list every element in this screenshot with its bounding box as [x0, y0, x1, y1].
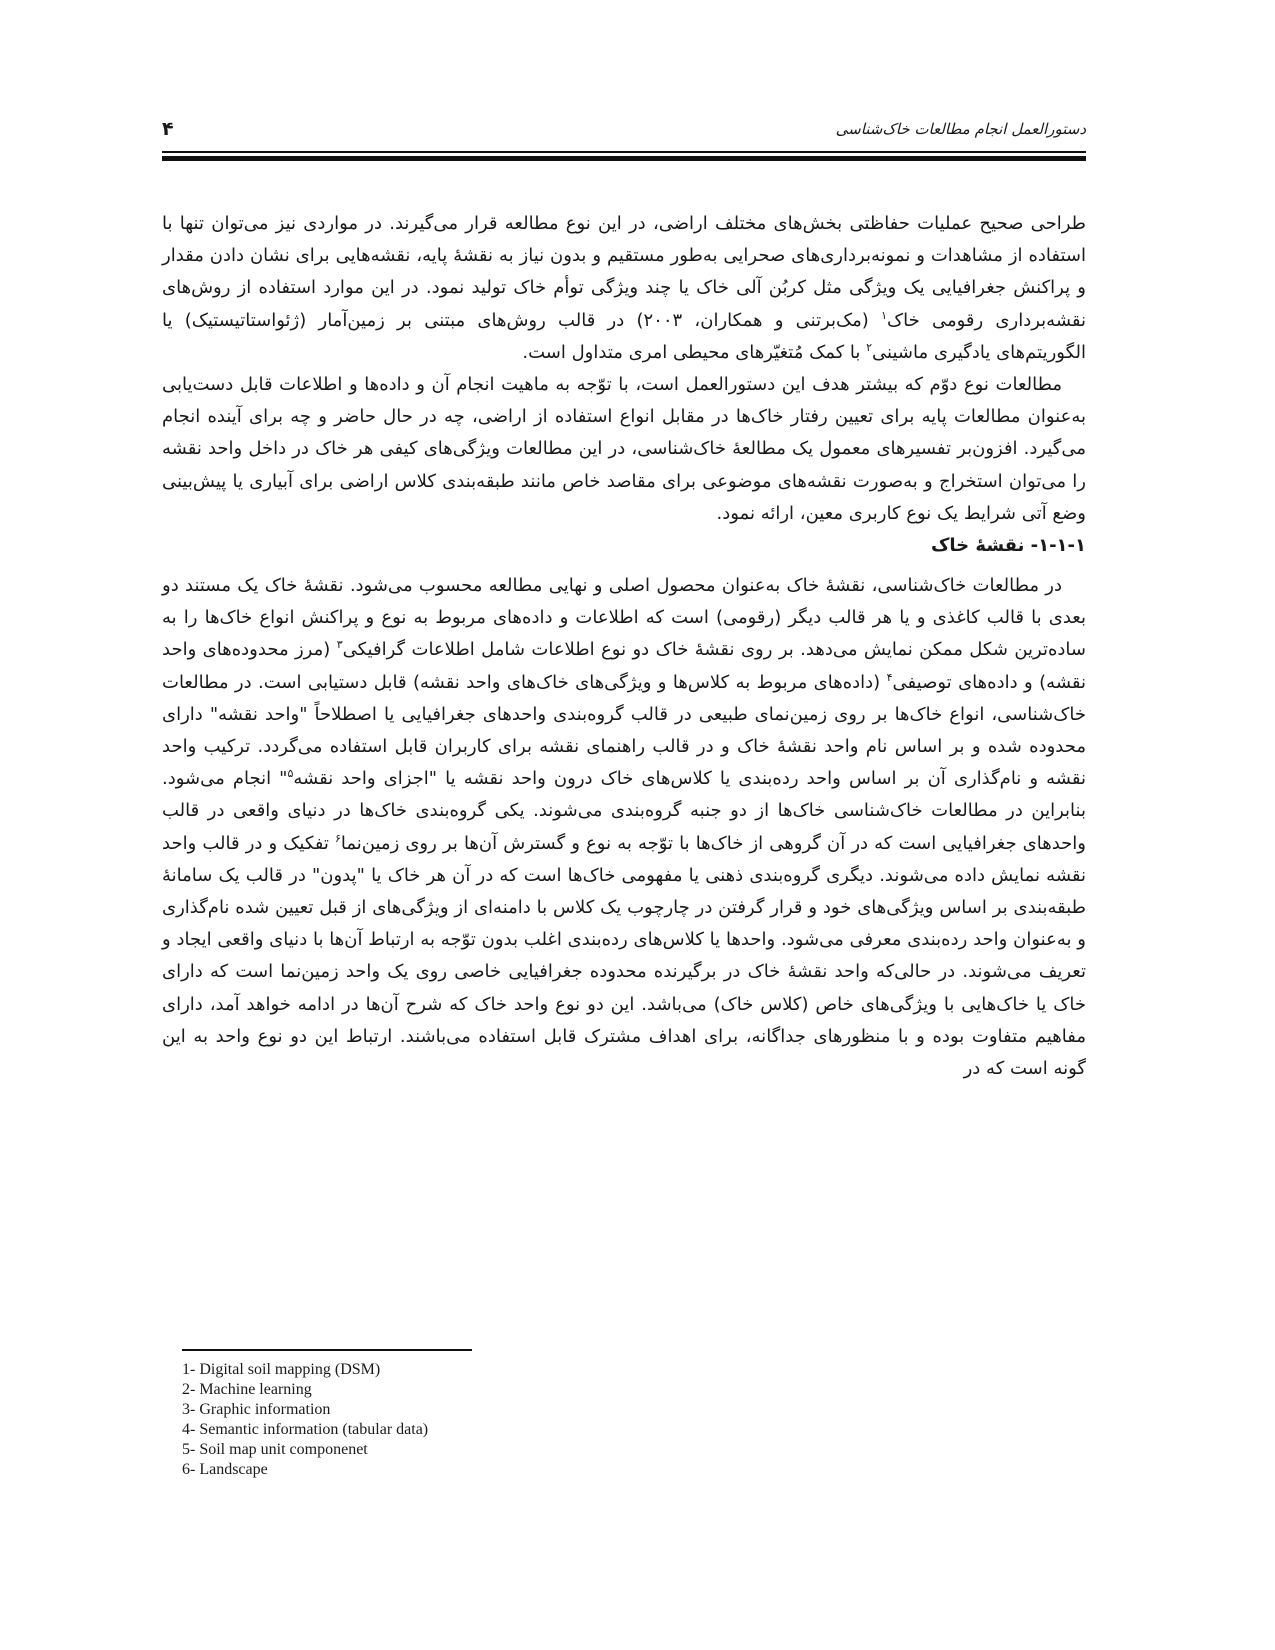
footnote-3: 3- Graphic information: [182, 1401, 331, 1418]
footnote-ref-4: ۴: [886, 670, 893, 684]
paragraph-3-text-b: (مرز محدوده‌های واحد نقشه) و داده‌های توصیفی: [162, 639, 1086, 693]
footnote-5: 5- Soil map unit componenet: [182, 1441, 368, 1458]
paragraph-1: [162, 208, 1086, 369]
footnote-4: 4- Semantic information (tabular data): [182, 1421, 429, 1438]
header-rule-thin: [162, 151, 1086, 153]
footnote-ref-2: ۲: [866, 340, 873, 354]
footnote-2: 2- Machine learning: [182, 1381, 312, 1398]
page-header: [162, 120, 1086, 144]
paragraph-3: [162, 570, 1086, 1085]
paragraph-1-text-b: (مک‌برتنی و همکاران، ۲۰۰۳) در قالب روش‌های مبتنی بر زمین‌آمار (ژئواستاتیستیک) یا الگوریتم‌های یادگیری ماشینی: [162, 309, 1086, 363]
footnote-ref-1: ۱: [881, 308, 887, 322]
paragraph-3-text-e: تفکیک و در قالب واحد نقشه نمایش داده می‌شوند. دیگری گروه‌بندی ذهنی یا مفهومی خاک‌ها است که در آن هر خاک یا "پدون" در قالب یک سامانهٔ طبقه‌بندی بر اساس ویژگی‌های خود و قرار گرفتن در چارچوب یک کلاس با دامنه‌ای از ویژگی‌های از قبل تعیین شده نام‌گذاری و به‌عنوان واحد رده‌بندی معرفی می‌شود. واحدها یا کلاس‌های رده‌بندی اغلب بدون توّجه به ارتباط آن‌ها با دنیای واقعی ایجاد و تعریف می‌شوند. در حالی‌که واحد نقشهٔ خاک در برگیرنده محدوده جغرافیایی خاصی روی یک واحد زمین‌نما است که دارای خاک یا خاک‌هایی با ویژگی‌های خاص (کلاس خاک) می‌باشد. این دو نوع واحد خاک که شرح آن‌ها در ادامه خواهد آمد، دارای مفاهیم متفاوت بوده و با منظورهای جداگانه، برای اهداف مشترک قابل استفاده می‌باشند. ارتباط این دو نوع واحد به این گونه است که در: [162, 832, 1086, 1080]
paragraph-1-text-a: طراحی صحیح عملیات حفاظتی بخش‌های مختلف اراضی، در این نوع مطالعه قرار می‌گیرند. در مواردی نیز می‌توان تنها با استفاده از مشاهدات و نمونه‌برداری‌های صحرایی به‌طور مستقیم و بدون نیاز به نقشهٔ پایه، نقشه‌هایی برای نشان دادن مقدار و پراکنش جغرافیایی یک ویژگی مثل کربُن آلی خاک یا چند ویژگی توأم خاک تولید نمود. در این موارد استفاده از روش‌های نقشه‌برداری رقومی خاک: [162, 213, 1086, 331]
footnote-ref-5: ۵: [287, 767, 294, 781]
body-text: [162, 208, 1086, 1085]
header-rule-thick: [162, 156, 1086, 161]
page-number: ۴: [162, 118, 174, 140]
footnote-separator: [182, 1349, 472, 1351]
paragraph-2: مطالعات نوع دوّم که بیشتر هدف این دستورالعمل است، با توّجه به ماهیت انجام آن و داده‌ها و اطلاعات قابل دست‌یابی به‌عنوان مطالعات پایه برای تعیین رفتار خاک‌ها در مقابل انواع استفاده از اراضی، چه در حال حاضر و چه برای آینده انجام می‌گیرد. افزون‌بر تفسیرهای معمول یک مطالعهٔ خاک‌شناسی، در این مطالعات ویژگی‌های کیفی هر خاک در داخل واحد نقشه را می‌توان استخراج و به‌صورت نقشه‌های موضوعی برای مقاصد خاص مانند طبقه‌بندی کلاس اراضی برای آبیاری یا پیش‌بینی وضع آتی شرایط یک نوع کاربری معین، ارائه نمود.: [162, 374, 1086, 524]
paragraph-1-text-c: با کمک مُتغیّرهای محیطی امری متداول است.: [522, 341, 867, 363]
footnotes: [182, 1360, 782, 1480]
running-title: دستورالعمل انجام مطالعات خاک‌شناسی: [835, 120, 1086, 138]
section-heading: ۱-۱-۱- نقشهٔ خاک: [930, 535, 1086, 557]
footnote-ref-3: ۳: [336, 638, 343, 652]
footnote-ref-6: ۶: [334, 831, 341, 845]
paragraph-3-text-a: در مطالعات خاک‌شناسی، نقشهٔ خاک به‌عنوان محصول اصلی و نهایی مطالعه محسوب می‌شود. نقشهٔ خاک یک مستند دو بعدی با قالب کاغذی و یا هر قالب دیگر (رقومی) است که اطلاعات و داده‌های مربوط به نوع و پراکنش انواع خاک‌ها را به ساده‌ترین شکل ممکن نمایش می‌دهد. بر روی نقشهٔ خاک دو نوع اطلاعات شامل اطلاعات گرافیکی: [162, 575, 1086, 661]
footnote-1: 1- Digital soil mapping (DSM): [182, 1361, 381, 1378]
paragraph-3-text-d: " انجام می‌شود. بنابراین در مطالعات خاک‌شناسی خاک‌ها از دو جنبه گروه‌بندی می‌شوند. یکی گروه‌بندی خاک‌ها در دنیای واقعی در قالب واحدهای جغرافیایی است که در آن گروهی از خاک‌ها با توّجه به نوع و گسترش آن‌ها بر روی زمین‌نما: [162, 768, 1087, 854]
footnote-6: 6- Landscape: [182, 1461, 268, 1478]
paragraph-3-text-c: (داده‌های مربوط به کلاس‌ها و ویژگی‌های خاک‌های واحد نقشه) قابل دستیابی است. در مطالعات خاک‌شناسی، انواع خاک‌ها بر روی زمین‌نمای طبیعی در قالب گروه‌بندی واحدهای جغرافیایی یا اصطلاحاً "واحد نقشه" دارای محدوده شده و بر اساس نام واحد نقشهٔ خاک و در قالب راهنمای نقشه برای کاربران قابل استفاده می‌گردد. ترکیب واحد نقشه و نام‌گذاری آن بر اساس واحد رده‌بندی یا کلاس‌های خاک درون واحد نقشه یا "اجزای واحد نقشه: [162, 671, 1086, 790]
